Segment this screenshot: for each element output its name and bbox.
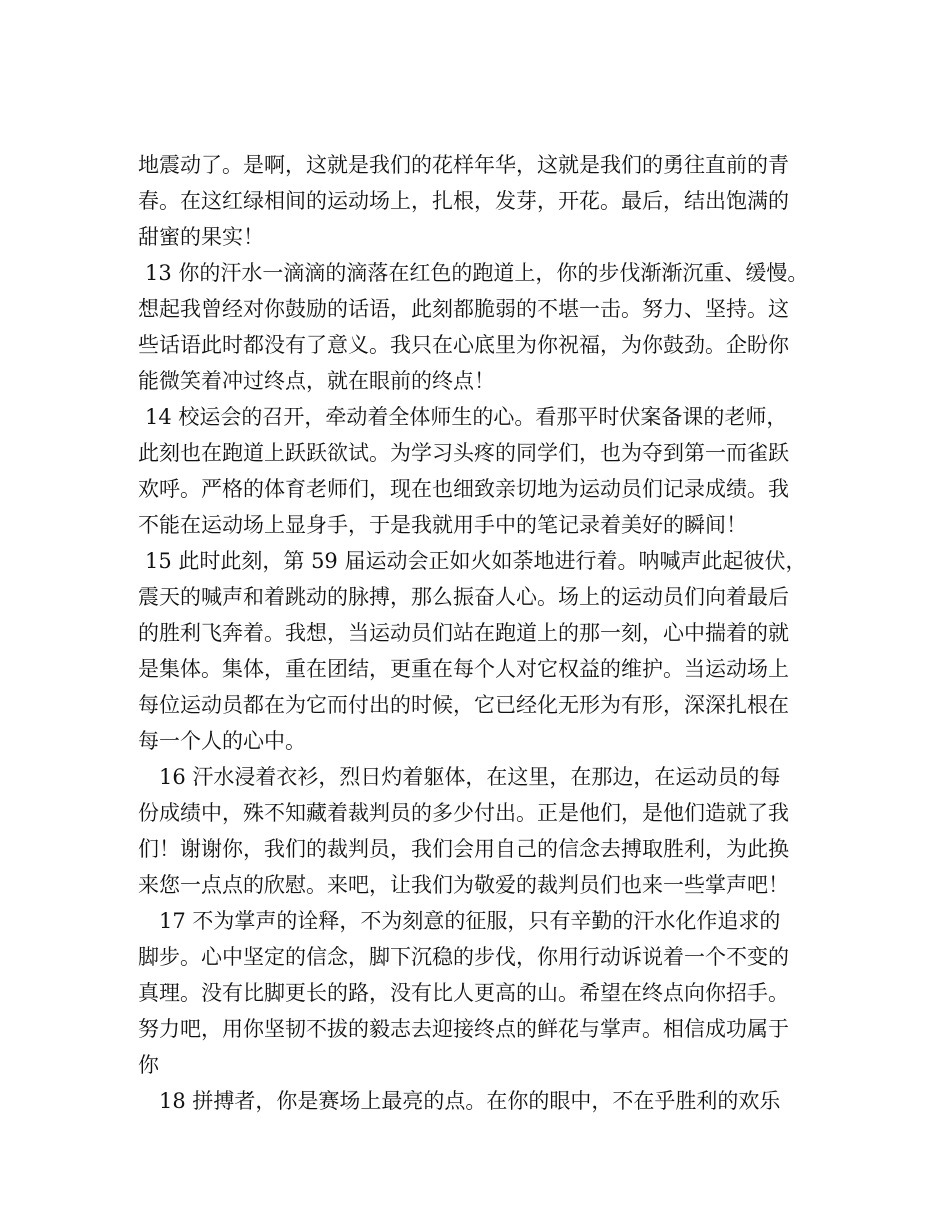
text-line: 每一个人的心中。 [138, 729, 306, 753]
text-line: 18 拼搏者，你是赛场上最亮的点。在你的眼中，不在乎胜利的欢乐 [159, 1089, 781, 1113]
text-line: 努力吧，用你坚韧不拔的毅志去迎接终点的鲜花与掌声。相信成功属于 [138, 1017, 789, 1041]
body-text [138, 147, 828, 1119]
text-line: 脚步。心中坚定的信念，脚下沉稳的步伐，你用行动诉说着一个不变的 [138, 945, 789, 969]
text-line: 15 此时此刻，第 59 届运动会正如火如荼地进行着。呐喊声此起彼伏， [145, 549, 807, 573]
text-line: 春。在这红绿相间的运动场上，扎根，发芽，开花。最后，结出饱满的 [138, 189, 789, 213]
text-line: 17 不为掌声的诠释，不为刻意的征服，只有辛勤的汗水化作追求的 [159, 909, 781, 933]
text-line: 14 校运会的召开，牵动着全体师生的心。看那平时伏案备课的老师， [145, 405, 788, 429]
text-line: 真理。没有比脚更长的路，没有比人更高的山。希望在终点向你招手。 [138, 981, 789, 1005]
text-line: 不能在运动场上显身手，于是我就用手中的笔记录着美好的瞬间！ [138, 513, 747, 537]
text-line: 欢呼。严格的体育老师们，现在也细致亲切地为运动员们记录成绩。我 [138, 477, 789, 501]
text-line: 13 你的汗水一滴滴的滴落在红色的跑道上，你的步伐渐渐沉重、缓慢。 [145, 261, 809, 285]
text-line: 此刻也在跑道上跃跃欲试。为学习头疼的同学们，也为夺到第一而雀跃 [138, 441, 789, 465]
text-line: 是集体。集体，重在团结，更重在每个人对它权益的维护。当运动场上 [138, 657, 789, 681]
text-line: 些话语此时都没有了意义。我只在心底里为你祝福，为你鼓劲。企盼你 [138, 333, 789, 357]
text-line: 想起我曾经对你鼓励的话语，此刻都脆弱的不堪一击。努力、坚持。这 [138, 297, 789, 321]
text-line: 们！谢谢你，我们的裁判员，我们会用自己的信念去搏取胜利，为此换 [138, 837, 789, 861]
text-line: 能微笑着冲过终点，就在眼前的终点！ [138, 369, 495, 393]
text-line: 份成绩中，殊不知藏着裁判员的多少付出。正是他们，是他们造就了我 [138, 801, 789, 825]
text-line: 地震动了。是啊，这就是我们的花样年华，这就是我们的勇往直前的青 [138, 153, 789, 177]
text-line: 你 [138, 1053, 159, 1077]
text-line: 来您一点点的欣慰。来吧，让我们为敬爱的裁判员们也来一些掌声吧！ [138, 873, 789, 897]
text-line: 的胜利飞奔着。我想，当运动员们站在跑道上的那一刻，心中揣着的就 [138, 621, 789, 645]
text-line: 甜蜜的果实！ [138, 225, 264, 249]
text-line: 16 汗水浸着衣衫，烈日灼着躯体，在这里，在那边，在运动员的每 [159, 765, 781, 789]
text-line: 每位运动员都在为它而付出的时候，它已经化无形为有形，深深扎根在 [138, 693, 789, 717]
text-line: 震天的喊声和着跳动的脉搏，那么振奋人心。场上的运动员们向着最后 [138, 585, 789, 609]
